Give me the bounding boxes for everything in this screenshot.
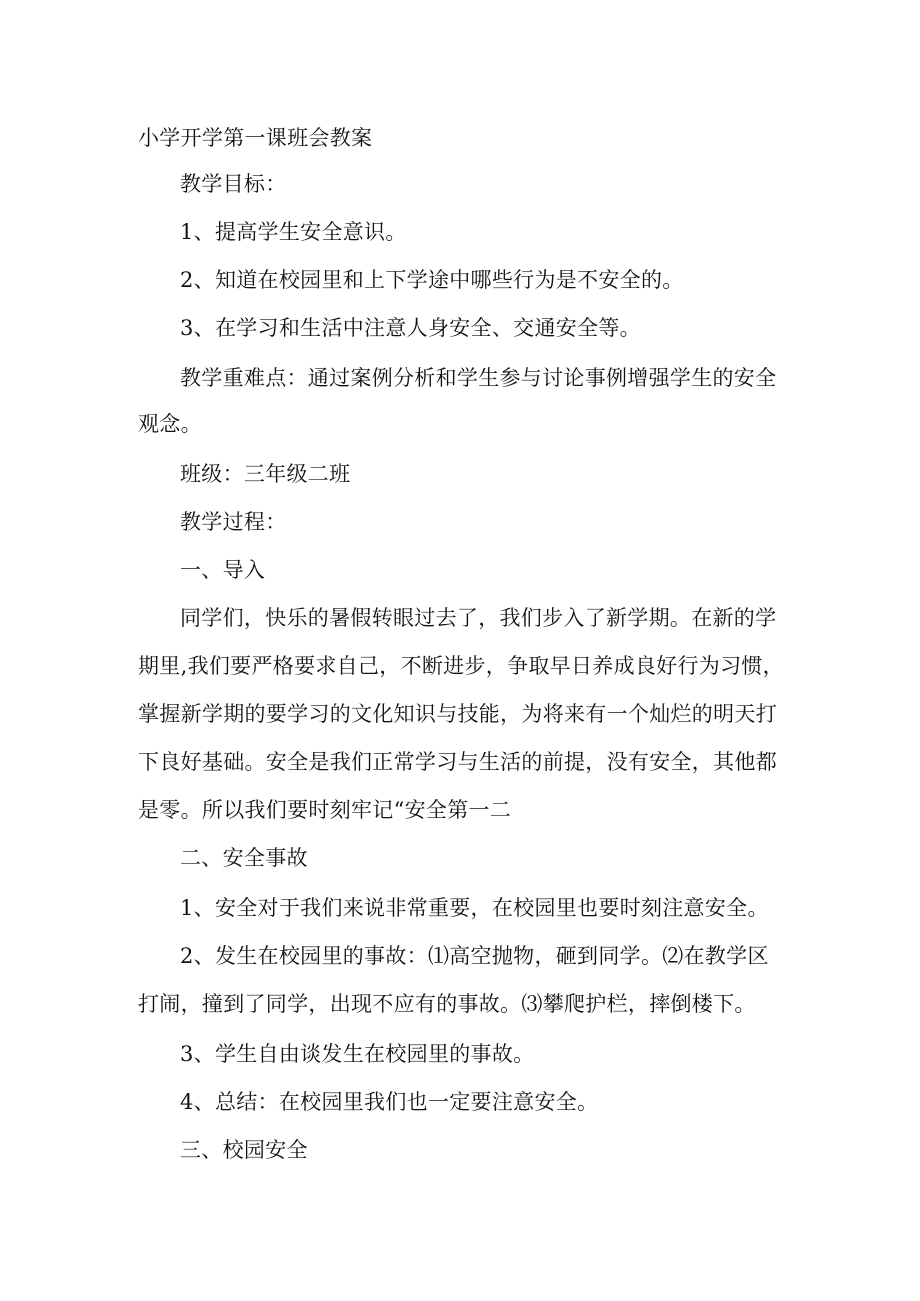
key-points-line-1: 教学重难点：通过案例分析和学生参与讨论事例增强学生的安全 [180,366,777,390]
intro-line-4: 下良好基础。安全是我们正常学习与生活的前提，没有安全，其他都 [138,750,777,774]
document-title: 小学开学第一课班会教案 [138,126,373,150]
section-2-heading: 二、安全事故 [180,846,308,870]
accident-item-4: 4、总结：在校园里我们也一定要注意安全。 [180,1090,599,1114]
intro-line-5: 是零。所以我们要时刻牢记“安全第一二 [138,798,512,822]
goal-item-3: 3、在学习和生活中注意人身安全、交通安全等。 [180,316,641,340]
goal-item-1: 1、提高学生安全意识。 [180,220,407,244]
accident-item-2-line-2: 打闹，撞到了同学，出现不应有的事故。⑶攀爬护栏，摔倒楼下。 [138,992,756,1016]
section-1-heading: 一、导入 [180,558,266,582]
goal-item-2: 2、知道在校园里和上下学途中哪些行为是不安全的。 [180,268,684,292]
process-heading: 教学过程： [180,510,287,534]
intro-line-3: 掌握新学期的要学习的文化知识与技能，为将来有一个灿烂的明天打 [138,702,777,726]
accident-item-2-line-1: 2、发生在校园里的事故：⑴高空抛物，砸到同学。⑵在教学区 [180,944,769,968]
goal-heading: 教学目标： [180,172,287,196]
section-3-heading: 三、校园安全 [180,1138,308,1162]
intro-line-2: 期里,我们要严格要求自己，不断进步，争取早日养成良好行为习惯， [138,654,784,678]
key-points-line-2: 观念。 [138,412,202,436]
intro-line-1: 同学们，快乐的暑假转眼过去了，我们步入了新学期。在新的学 [180,606,777,630]
class-info: 班级：三年级二班 [180,462,351,486]
accident-item-3: 3、学生自由谈发生在校园里的事故。 [180,1042,535,1066]
accident-item-1: 1、安全对于我们来说非常重要，在校园里也要时刻注意安全。 [180,896,769,920]
